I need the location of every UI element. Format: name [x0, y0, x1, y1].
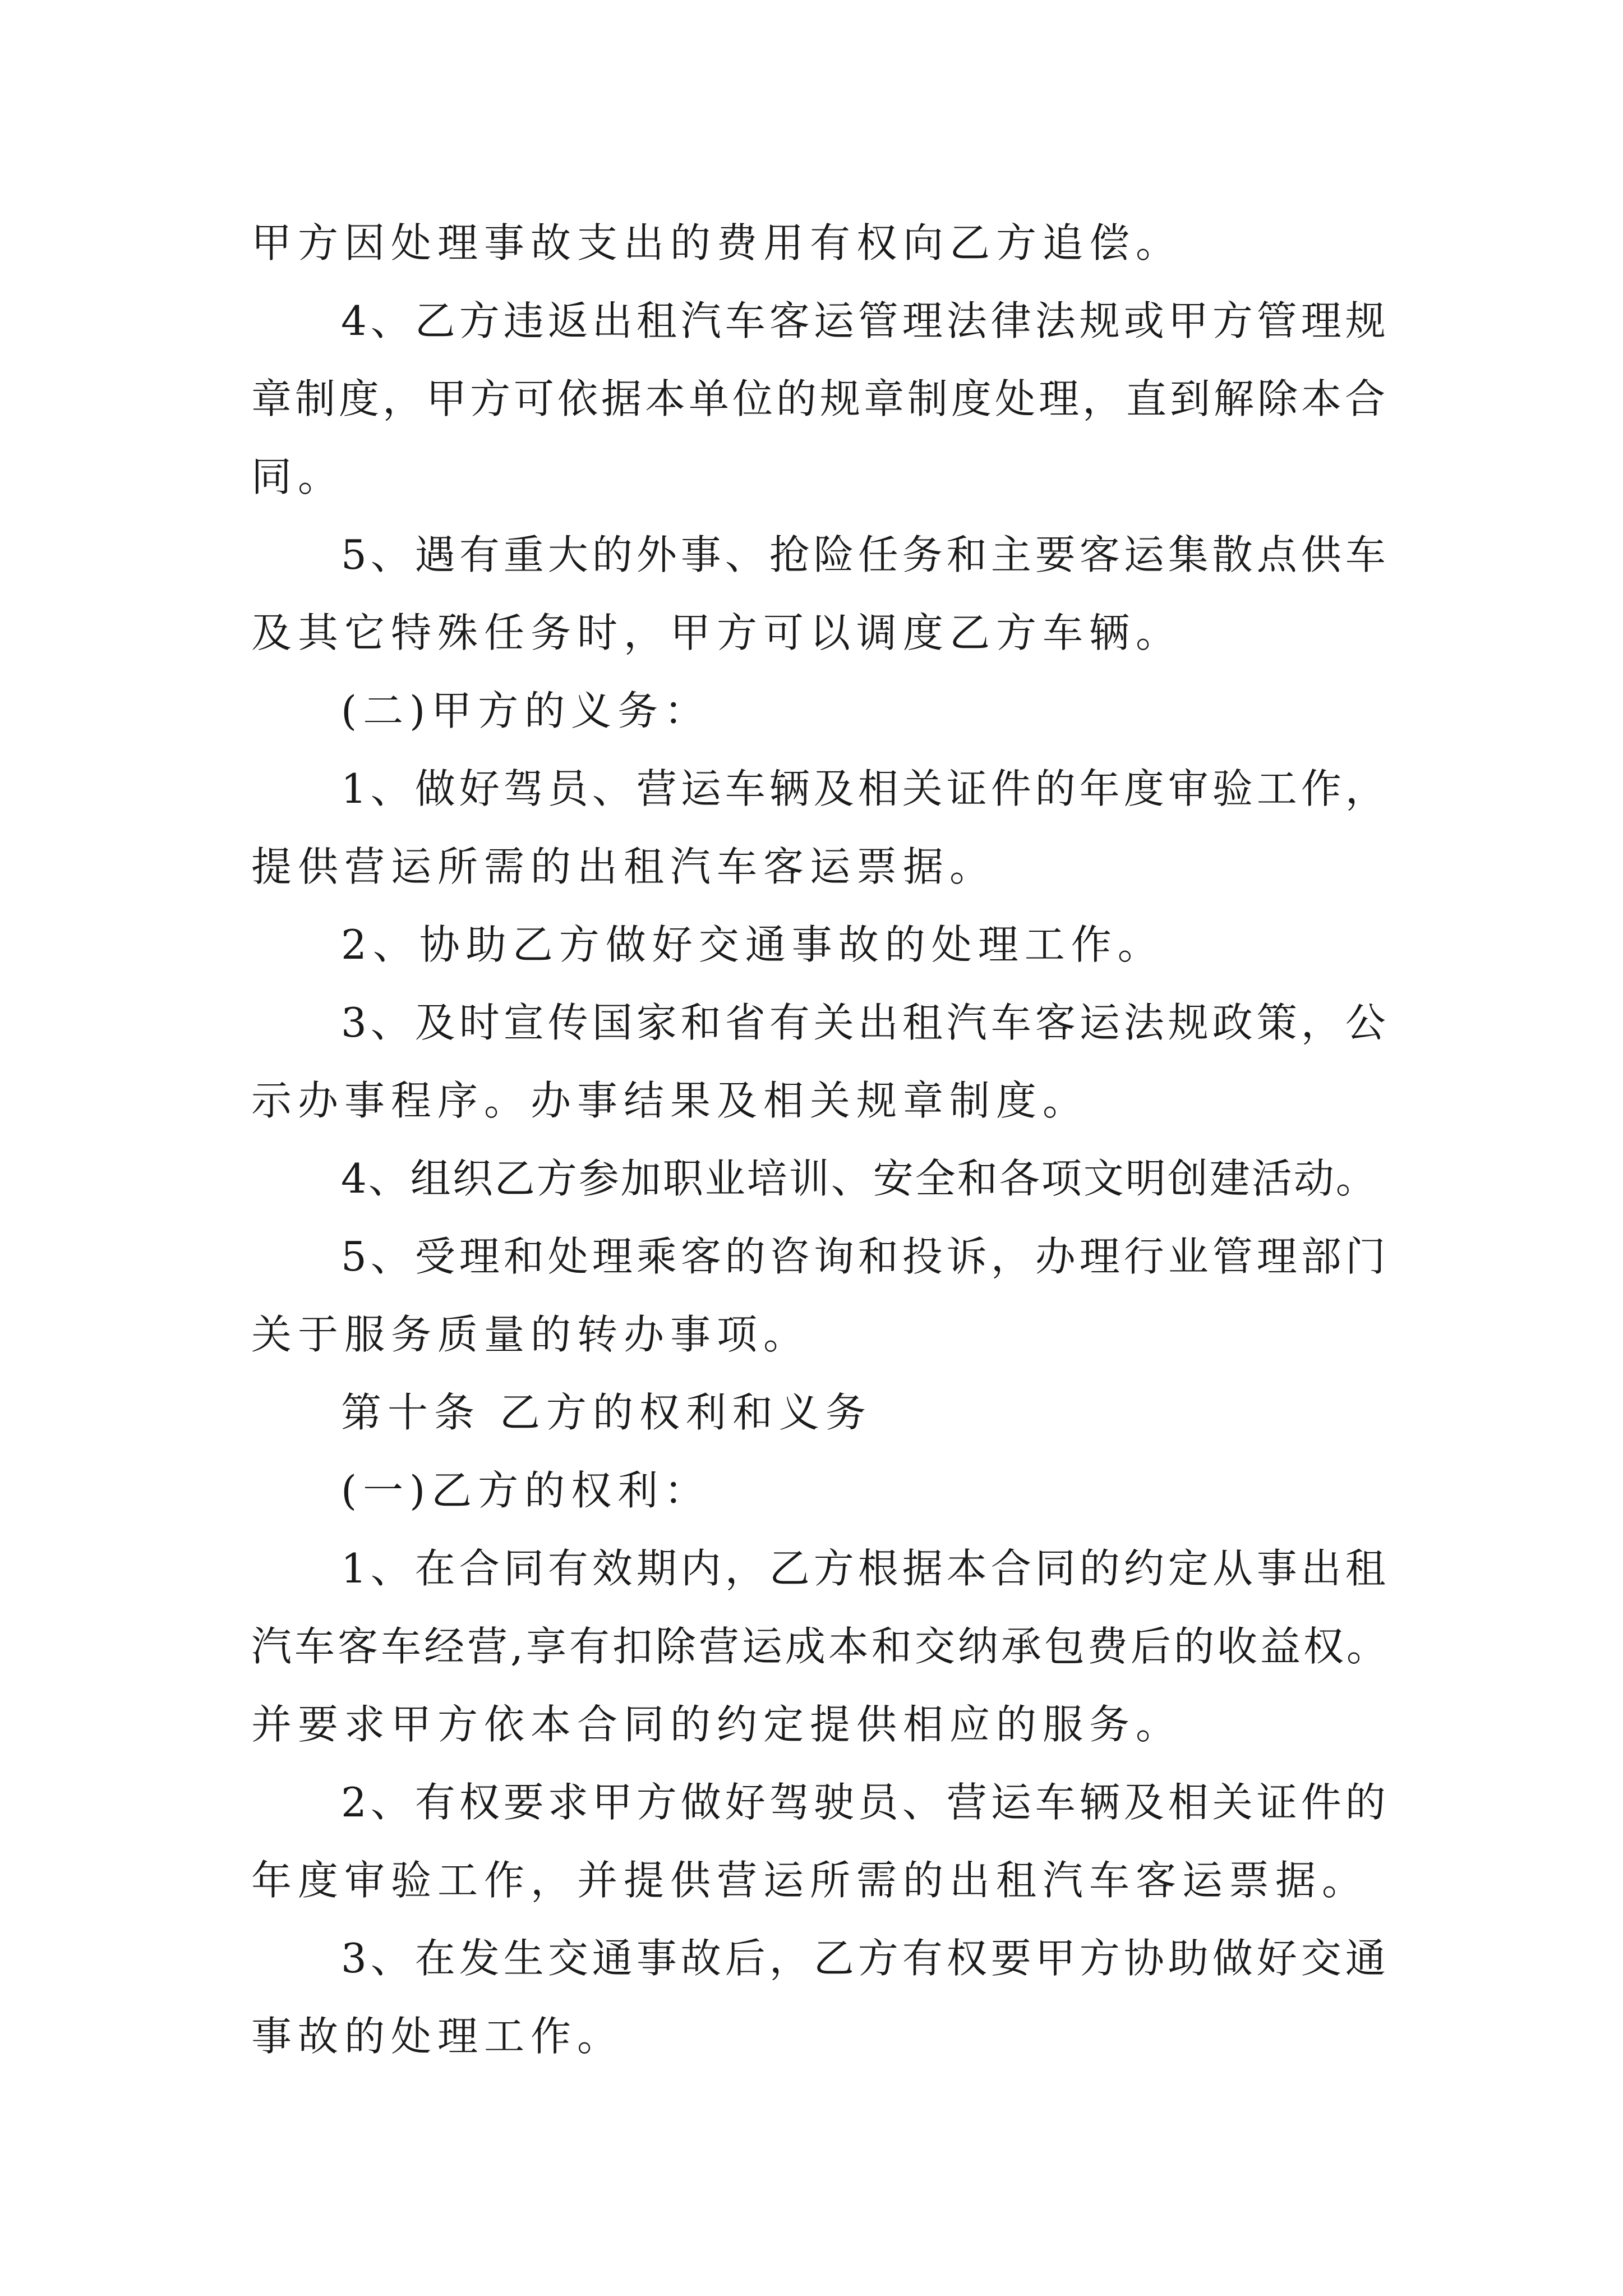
- text-line: 汽车客车经营,享有扣除营运成本和交纳承包费后的收益权。: [251, 1623, 1390, 1670]
- text-line: 甲方因处理事故支出的费用有权向乙方追偿。: [251, 219, 1183, 266]
- text-line: 示办事程序。办事结果及相关规章制度。: [251, 1077, 1090, 1124]
- text-line: 章制度，甲方可依据本单位的规章制度处理，直到解除本合: [251, 375, 1389, 422]
- text-line: 4、乙方违返出租汽车客运管理法律法规或甲方管理规: [341, 297, 1390, 344]
- section-heading: (二)甲方的义务：: [341, 687, 711, 734]
- text-line: 年度审验工作，并提供营运所需的出租汽车客运票据。: [251, 1857, 1369, 1904]
- text-line: 2、有权要求甲方做好驾驶员、营运车辆及相关证件的: [341, 1779, 1390, 1826]
- text-line: 4、组织乙方参加职业培训、安全和各项文明创建活动。: [341, 1155, 1378, 1202]
- text-line: 3、在发生交通事故后，乙方有权要甲方协助做好交通: [341, 1935, 1390, 1982]
- text-line: 2、协助乙方做好交通事故的处理工作。: [341, 921, 1164, 968]
- text-line: 1、做好驾员、营运车辆及相关证件的年度审验工作，: [341, 765, 1390, 812]
- article-heading: 第十条 乙方的权利和义务: [341, 1389, 872, 1436]
- section-heading: (一)乙方的权利：: [341, 1467, 711, 1514]
- text-line: 1、在合同有效期内，乙方根据本合同的约定从事出租: [341, 1545, 1390, 1592]
- text-line: 并要求甲方依本合同的约定提供相应的服务。: [251, 1701, 1183, 1748]
- text-line: 同。: [251, 453, 345, 500]
- text-line: 关于服务质量的转办事项。: [251, 1311, 810, 1358]
- text-line: 及其它特殊任务时，甲方可以调度乙方车辆。: [251, 609, 1183, 656]
- text-line: 提供营运所需的出租汽车客运票据。: [251, 843, 997, 890]
- text-line: 5、受理和处理乘客的咨询和投诉，办理行业管理部门: [341, 1233, 1390, 1280]
- text-line: 3、及时宣传国家和省有关出租汽车客运法规政策，公: [341, 999, 1390, 1046]
- text-line: 事故的处理工作。: [251, 2013, 624, 2060]
- text-line: 5、遇有重大的外事、抢险任务和主要客运集散点供车: [341, 531, 1390, 578]
